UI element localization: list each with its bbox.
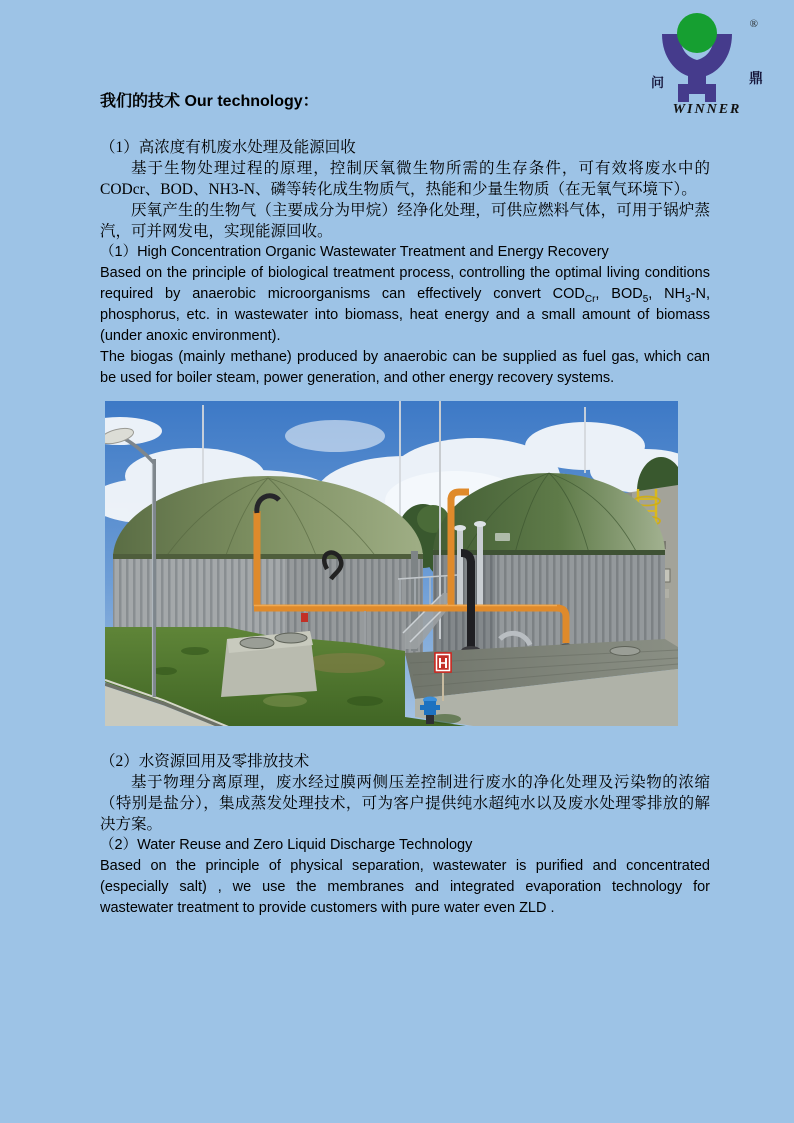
- section2-en-para1: Based on the principle of physical separation, wastewater is purified and concentrated (especially salt) , we use the membranes and integrated evaporation technology for wastewater treatment to provide customers with pure water even ZLD .: [100, 858, 710, 916]
- document-body: [100, 0, 710, 919]
- section2-cn-para1: 基于物理分离原理，废水经过膜两侧压差控制进行废水的净化处理及污染物的浓缩（特别是盐分），集成蒸发处理技术，可为客户提供纯水超纯水以及废水处理零排放的解决方案。: [100, 774, 710, 833]
- section1-cn-para2: 厌氧产生的生物气（主要成分为甲烷）经净化处理，可供应燃料气体，可用于锅炉蒸汽，可并网发电，实现能源回收。: [100, 202, 710, 240]
- page-title: 我们的技术 Our technology：: [100, 93, 319, 110]
- logo-char-right: 鼎: [749, 70, 763, 86]
- logo-brand-text: WINNER: [672, 102, 742, 117]
- logo-char-left: 问: [651, 75, 665, 90]
- subscript-3: 3: [685, 293, 691, 305]
- section1-en-para2: The biogas (mainly methane) produced by anaerobic can be supplied as fuel gas, which can be used for boiler steam, power generation, and other energy recovery systems.: [100, 349, 710, 386]
- registered-mark: ®: [749, 18, 758, 30]
- subscript-5: 5: [642, 293, 649, 305]
- section2-en-heading: （2）Water Reuse and Zero Liquid Discharge Technology: [100, 837, 473, 853]
- section2-cn-heading: （2）水资源回用及零排放技术: [100, 753, 310, 770]
- section1-cn-heading: （1）高浓度有机废水处理及能源回收: [100, 139, 356, 156]
- section-2: [100, 751, 710, 919]
- biogas-plant-photo: [105, 401, 678, 726]
- subscript-cr: Cr: [584, 293, 596, 305]
- section-1: [100, 137, 710, 389]
- section1-cn-para1: 基于生物处理过程的原理，控制厌氧微生物所需的生存条件，可有效将废水中的CODcr、BOD、NH3-N、磷等转化成生物质气，热能和少量生物质（在无氧气环境下）。: [100, 160, 710, 198]
- section1-en-para1: Based on the principle of biological treatment process, controlling the optimal living conditions required by anaerobic microorganisms can effectively convert $COD_{Cr}$, $BOD_5$, $NH_3-N$, phosphorus, etc. in wastewater into biomass, heat energy and a small amount of biomass (under anoxic environment).: [100, 265, 711, 344]
- section1-en-heading: （1）High Concentration Organic Wastewater Treatment and Energy Recovery: [100, 244, 609, 260]
